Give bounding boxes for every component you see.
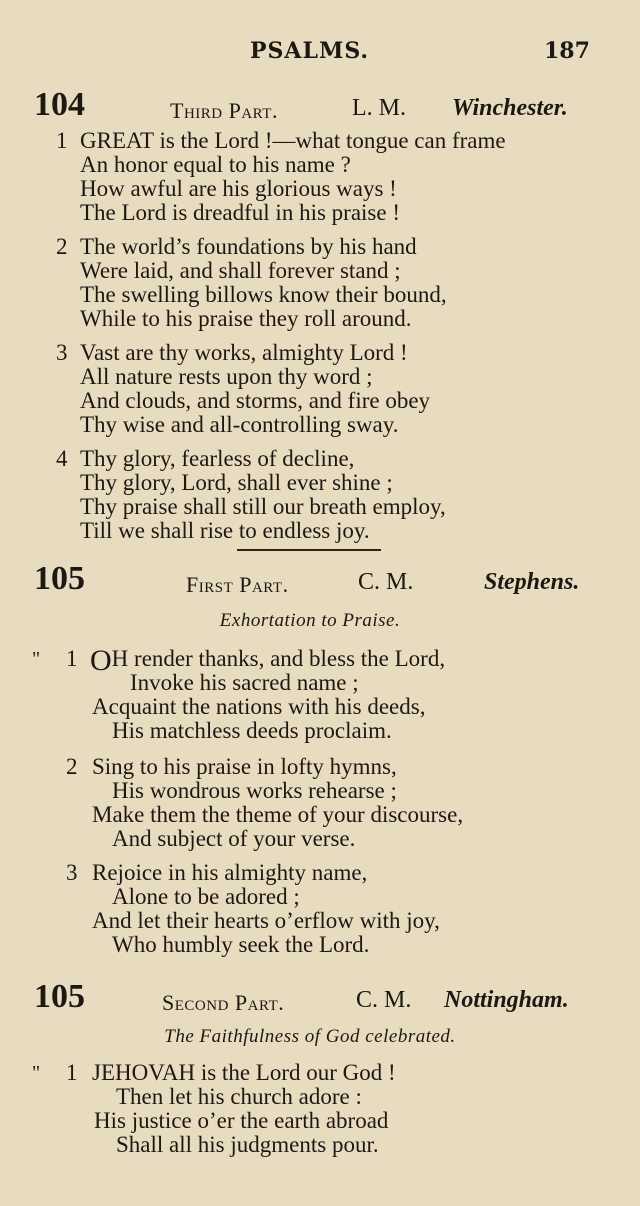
- verse-number: 1: [66, 1060, 78, 1085]
- hymn-104-header: [0, 86, 640, 126]
- verse-line: All nature rests upon thy word ;: [80, 364, 373, 389]
- hymn-subtitle: The Faithfulness of God celebrated.: [164, 1026, 456, 1047]
- verse-line: [90, 644, 446, 677]
- verse-line: Make them the theme of your discourse,: [92, 802, 464, 827]
- hymn-part: Third Part.: [170, 98, 278, 123]
- section-divider: [237, 549, 381, 551]
- running-head-title: PSALMS.: [250, 38, 370, 64]
- verse-line: And subject of your verse.: [112, 826, 356, 851]
- verse-line: An honor equal to his name ?: [80, 152, 351, 177]
- hymn-105-first-header: [0, 560, 640, 600]
- verse-line: JEHOVAH is the Lord our God !: [92, 1060, 396, 1085]
- verse-number: 1: [66, 646, 78, 671]
- verse-line: Thy glory, Lord, shall ever shine ;: [80, 470, 393, 495]
- hymn-meter: L. M.: [352, 95, 406, 121]
- verse-line: His justice o’er the earth abroad: [94, 1108, 389, 1133]
- verse-line: Thy wise and all-controlling sway.: [80, 412, 399, 437]
- hymn-tune: Stephens.: [484, 569, 580, 595]
- hymn-number: 105: [34, 978, 85, 1015]
- verse-line-rest: H render thanks, and bless the Lord,: [111, 646, 446, 671]
- expression-mark: ": [32, 1062, 43, 1084]
- verse-line: How awful are his glorious ways !: [80, 176, 397, 201]
- hymn-tune: Nottingham.: [444, 987, 569, 1013]
- hymn-meter: C. M.: [358, 569, 414, 595]
- verse-line: Vast are thy works, almighty Lord !: [80, 340, 408, 365]
- verse-number: 3: [66, 860, 78, 885]
- verse-line: His wondrous works rehearse ;: [112, 778, 397, 803]
- verse-number: 2: [56, 234, 68, 259]
- verse-line: Sing to his praise in lofty hymns,: [92, 754, 397, 779]
- verse-number: 2: [66, 754, 78, 779]
- hymn-number: 104: [34, 86, 85, 123]
- verse-line: Rejoice in his almighty name,: [92, 860, 368, 885]
- hymn-tune: Winchester.: [452, 95, 568, 121]
- hymn-meter: C. M.: [356, 987, 412, 1013]
- verse-line: Thy glory, fearless of decline,: [80, 446, 355, 471]
- verse-line: The swelling billows know their bound,: [80, 282, 447, 307]
- verse-number: 4: [56, 446, 68, 471]
- verse-line: Shall all his judgments pour.: [116, 1132, 379, 1157]
- expression-mark: ": [32, 648, 43, 670]
- hymn-number: 105: [34, 560, 85, 597]
- verse-line: And let their hearts o’erflow with joy,: [92, 908, 440, 933]
- verse-line: Acquaint the nations with his deeds,: [92, 694, 426, 719]
- verse-line: And clouds, and storms, and fire obey: [80, 388, 431, 413]
- drop-cap: O: [90, 644, 112, 677]
- hymn-subtitle: Exhortation to Praise.: [219, 610, 401, 631]
- verse-line: His matchless deeds proclaim.: [112, 718, 392, 743]
- verse-line: Were laid, and shall forever stand ;: [80, 258, 401, 283]
- verse-line: The world’s foundations by his hand: [80, 234, 417, 259]
- verse-line: Who humbly seek the Lord.: [112, 932, 370, 957]
- running-head: [0, 38, 640, 68]
- verse-number: 3: [56, 340, 68, 365]
- hymn-105-second-header: [0, 978, 640, 1018]
- page-number: 187: [544, 38, 590, 64]
- verse-line: Till we shall rise to endless joy.: [80, 518, 370, 543]
- hymn-part: Second Part.: [162, 990, 285, 1015]
- verse-line: Then let his church adore :: [116, 1084, 362, 1109]
- verse-line: Thy praise shall still our breath employ,: [80, 494, 446, 519]
- verse-line: Invoke his sacred name ;: [130, 670, 359, 695]
- verse-line: GREAT is the Lord !—what tongue can frame: [80, 128, 506, 153]
- verse-line: The Lord is dreadful in his praise !: [80, 200, 400, 225]
- verse-line: While to his praise they roll around.: [80, 306, 412, 331]
- hymn-part: First Part.: [186, 572, 289, 597]
- verse-number: 1: [56, 128, 68, 153]
- verse-line: Alone to be adored ;: [112, 884, 300, 909]
